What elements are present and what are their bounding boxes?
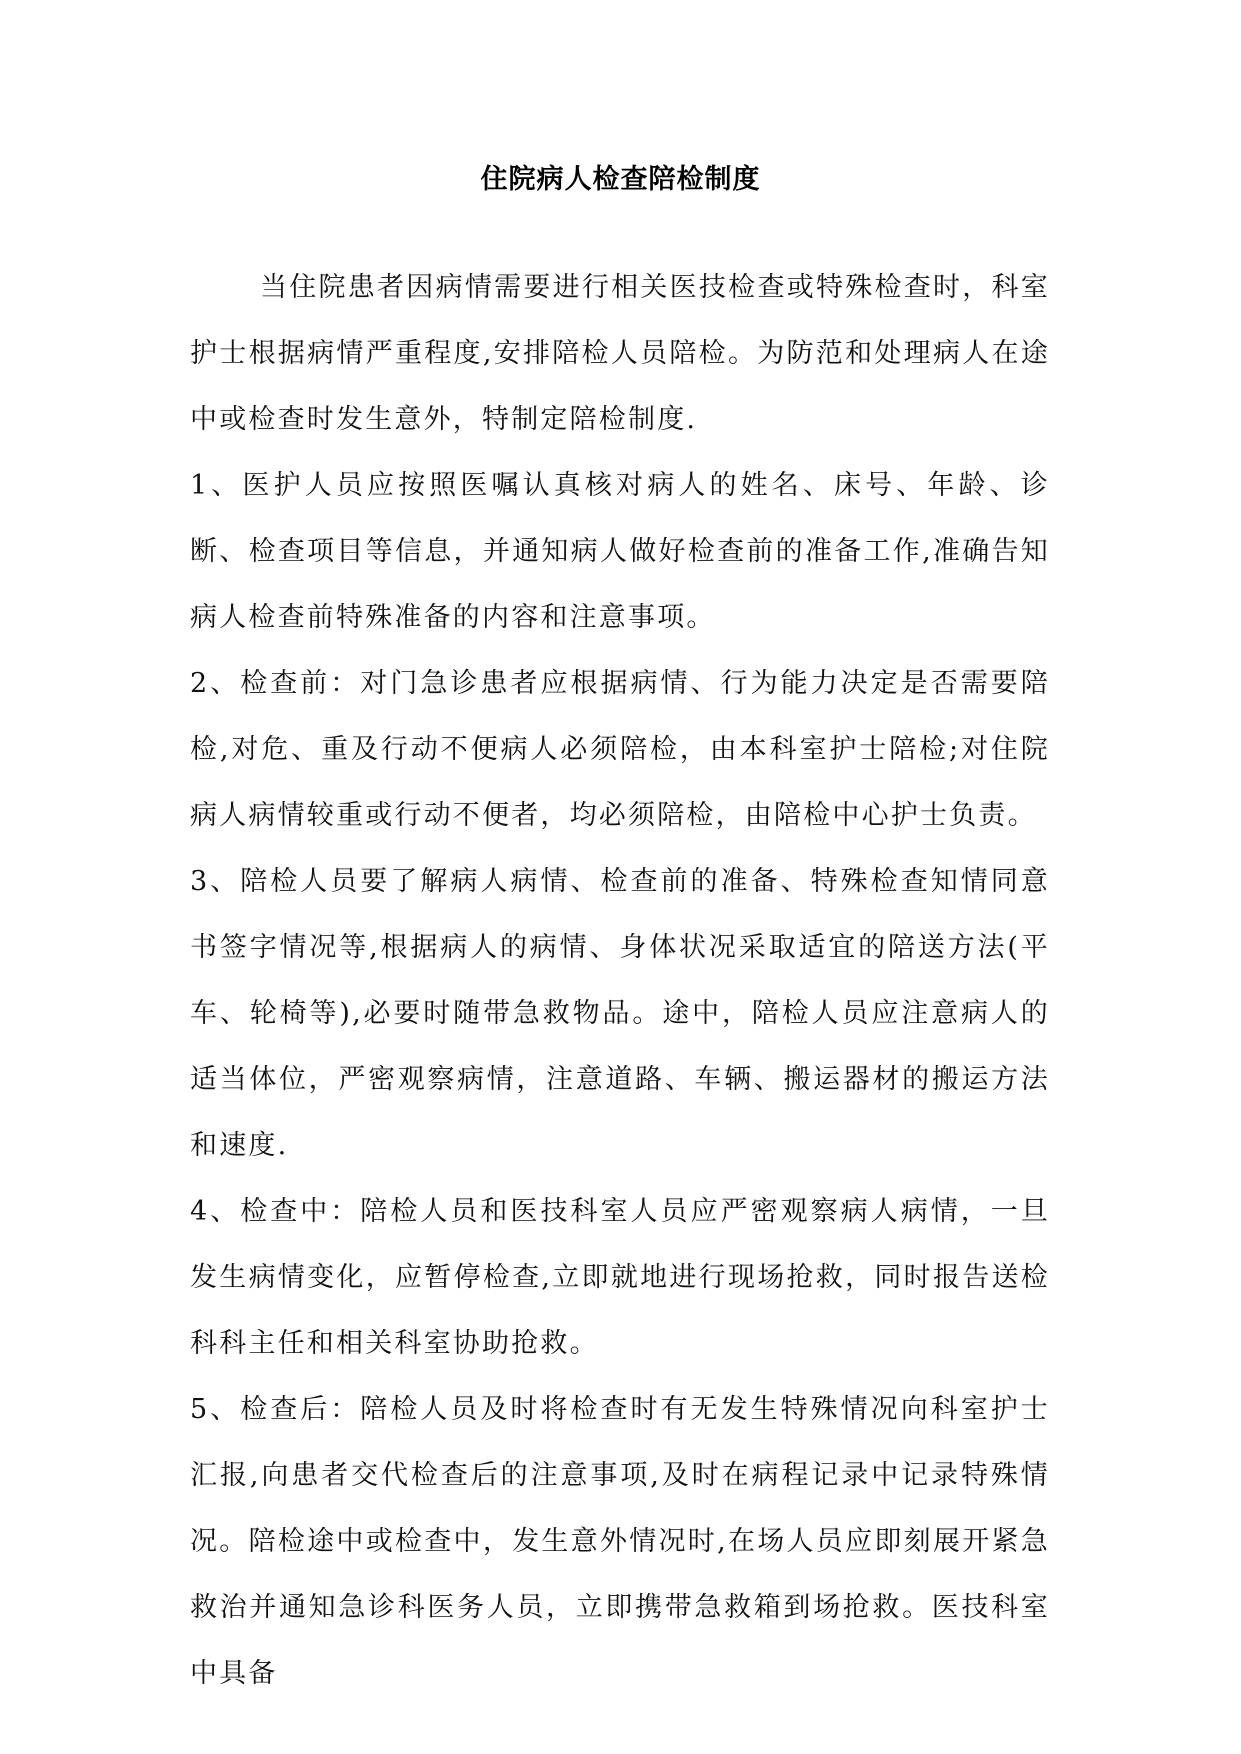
rule-item-4: 4、检查中：陪检人员和医技科室人员应严密观察病人病情，一旦发生病情变化，应暂停检查,立即就地进行现场抢救，同时报告送检科科主任和相关科室协助抢救。 — [190, 1196, 1050, 1359]
rule-item-1: 1、医护人员应按照医嘱认真核对病人的姓名、床号、年龄、诊断、检查项目等信息，并通知病人做好检查前的准备工作,准确告知病人检查前特殊准备的内容和注意事项。 — [190, 470, 1050, 633]
rule-item-2: 2、检查前：对门急诊患者应根据病情、行为能力决定是否需要陪检,对危、重及行动不便病人必须陪检，由本科室护士陪检;对住院病人病情较重或行动不便者，均必须陪检，由陪检中心护士负责。 — [190, 668, 1050, 831]
rule-item-3: 3、陪检人员要了解病人病情、检查前的准备、特殊检查知情同意书签字情况等,根据病人的病情、身体状况采取适宜的陪送方法(平车、轮椅等),必要时随带急救物品。途中，陪检人员应注意病人的适当体位，严密观察病情，注意道路、车辆、搬运器材的搬运方法和速度. — [190, 866, 1050, 1161]
rule-item-5: 5、检查后：陪检人员及时将检查时有无发生特殊情况向科室护士汇报,向患者交代检查后的注意事项,及时在病程记录中记录特殊情况。陪检途中或检查中，发生意外情况时,在场人员应即刻展开紧急救治并通知急诊科医务人员，立即携带急救箱到场抢救。医技科室中具备 — [190, 1394, 1050, 1689]
intro-paragraph: 当住院患者因病情需要进行相关医技检查或特殊检查时，科室护士根据病情严重程度,安排陪检人员陪检。为防范和处理病人在途中或检查时发生意外，特制定陪检制度. — [190, 272, 1050, 435]
document-title: 住院病人检查陪检制度 — [480, 164, 761, 195]
document-body — [190, 255, 1050, 1707]
